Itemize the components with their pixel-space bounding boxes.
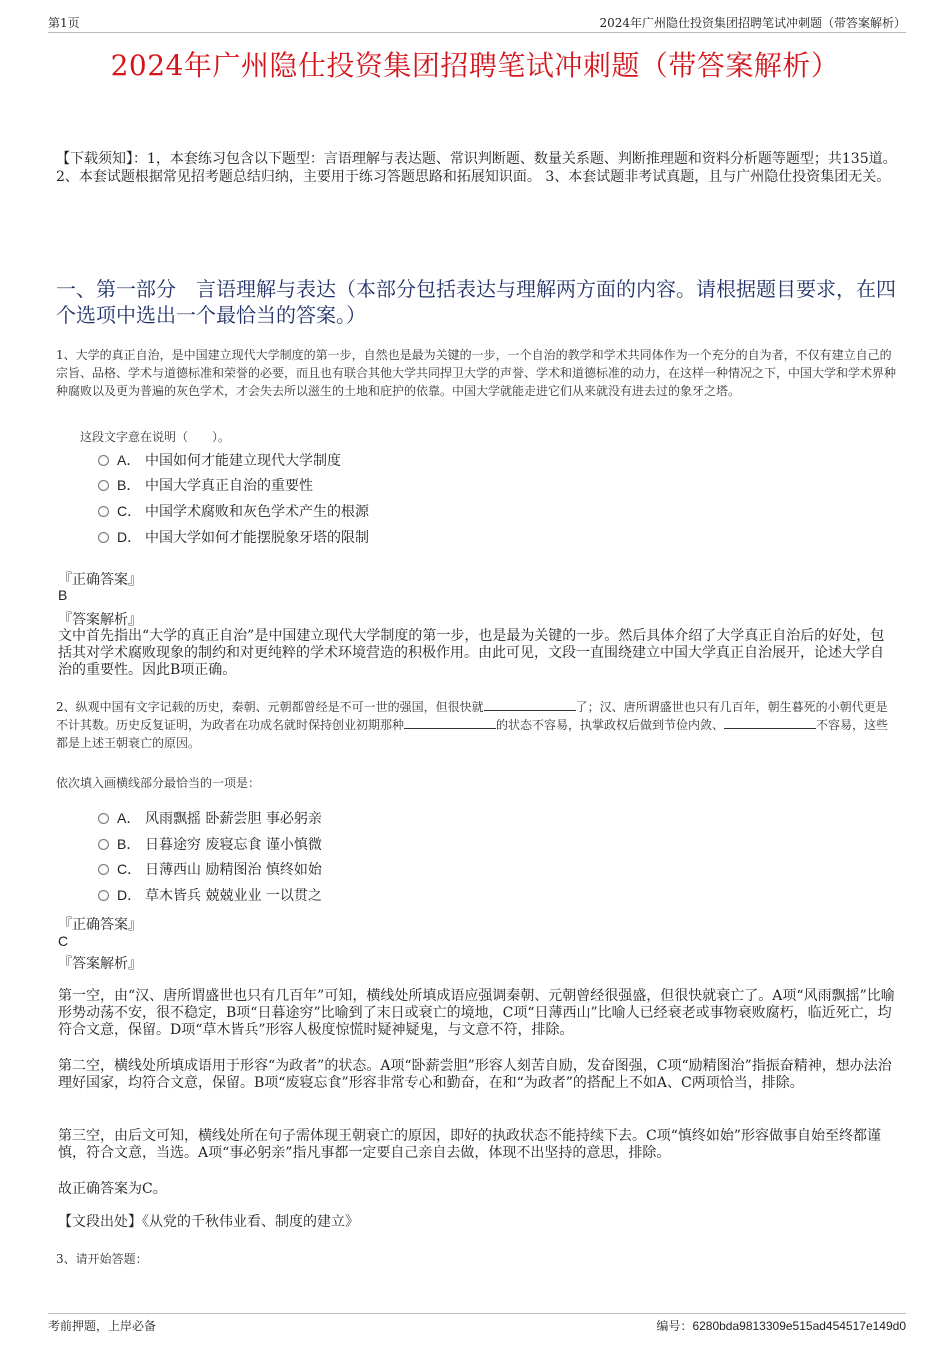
question-2-answer: C — [58, 933, 69, 949]
question-1-answer: B — [58, 587, 68, 603]
radio-icon[interactable] — [98, 813, 109, 824]
question-2-option-c[interactable]: C． 日薄西山 励精图治 慎终如始 — [98, 859, 322, 879]
question-1-answer-label: 『正确答案』 — [58, 572, 142, 588]
question-1-option-a[interactable]: A． 中国如何才能建立现代大学制度 — [98, 450, 341, 470]
question-2-option-d[interactable]: D． 草木皆兵 兢兢业业 一以贯之 — [98, 885, 322, 905]
radio-icon[interactable] — [98, 839, 109, 850]
question-1-option-d[interactable]: D． 中国大学如何才能摆脱象牙塔的限制 — [98, 527, 369, 547]
question-2-text: 2、纵观中国有文字记载的历史，秦朝、元朝都曾经是不可一世的强国，但很快就 了；汉、唐所谓盛世也只有几百年，朝生暮死的小朝代更是不计其数。历史反复证明，为政者在功成名就时保持创业初期那种 的状态不容易，执掌政权后做到节俭内敛、 不容易，这些都是上述王朝衰亡的原因。 — [56, 700, 889, 750]
question-2-source: 【文段出处】《从党的千秋伟业看、制度的建立》 — [58, 1214, 359, 1230]
question-2-analysis-1: 第一空，由“汉、唐所谓盛世也只有几百年”可知，横线处所填成语应强调秦朝、元朝曾经很强盛，但很快就衰亡了。A项“风雨飘摇”比喻形势动荡不安，很不稳定，B项“日暮途穷”比喻到了末日或衰亡的境地，C项“日薄西山”比喻人已经衰老或事物衰败腐朽，临近死亡，均符合文意，保留。D项“草木皆兵”形容人极度惊慌时疑神疑鬼，与文意不符，排除。 — [58, 988, 895, 1038]
footer-code: 编号：6280bda9813309e515ad454517e149d0 — [656, 1319, 906, 1333]
question-1-option-c[interactable]: C． 中国学术腐败和灰色学术产生的根源 — [98, 501, 369, 521]
document-title: 2024年广州隐仕投资集团招聘笔试冲刺题（带答案解析） — [110, 49, 840, 82]
radio-icon[interactable] — [98, 506, 109, 517]
download-notice: 【下载须知】：1，本套练习包含以下题型：言语理解与表达题、常识判断题、数量关系题、判断推理题和资料分析题等题型；共135道。 2、本套试题根据常见招考题总结归纳，主要用于练习答题思路和拓展知识面。 3、本套试题非考试真题，且与广州隐仕投资集团无关。 — [56, 151, 897, 185]
footer-slogan: 考前押题，上岸必备 — [48, 1319, 157, 1333]
question-1-stem: 这段文字意在说明（ ）。 — [80, 430, 231, 444]
question-2-analysis-label: 『答案解析』 — [58, 956, 142, 972]
page-header — [48, 14, 906, 33]
section-heading: 一、第一部分 言语理解与表达（本部分包括表达与理解两方面的内容。请根据题目要求，在四个选项中选出一个最恰当的答案。） — [56, 277, 896, 327]
page-footer — [48, 1313, 906, 1333]
fill-blank-2 — [404, 717, 496, 729]
fill-blank-1 — [484, 699, 576, 711]
question-2-answer-label: 『正确答案』 — [58, 917, 142, 933]
radio-icon[interactable] — [98, 532, 109, 543]
question-2-analysis-2: 第二空，横线处所填成语用于形容“为政者”的状态。A项“卧薪尝胆”形容人刻苦自励，发奋图强，C项“励精图治”指振奋精神，想办法治理好国家，均符合文意，保留。B项“废寝忘食”形容非常专心和勤奋，在和“为政者”的搭配上不如A、C两项恰当，排除。 — [58, 1058, 892, 1091]
header-doc-title: 2024年广州隐仕投资集团招聘笔试冲刺题（带答案解析） — [599, 16, 906, 30]
question-2-option-a[interactable]: A． 风雨飘摇 卧薪尝胆 事必躬亲 — [98, 808, 322, 828]
radio-icon[interactable] — [98, 480, 109, 491]
question-2-conclusion: 故正确答案为C。 — [58, 1181, 167, 1197]
radio-icon[interactable] — [98, 864, 109, 875]
radio-icon[interactable] — [98, 890, 109, 901]
question-2-stem: 依次填入画横线部分最恰当的一项是： — [56, 776, 261, 790]
radio-icon[interactable] — [98, 455, 109, 466]
question-1-analysis-label: 『答案解析』 — [58, 612, 142, 628]
question-2-option-b[interactable]: B． 日暮途穷 废寝忘食 谨小慎微 — [98, 834, 322, 854]
question-1-option-b[interactable]: B． 中国大学真正自治的重要性 — [98, 475, 313, 495]
question-2-analysis-3: 第三空，由后文可知，横线处所在句子需体现王朝衰亡的原因，即好的执政状态不能持续下去。C项“慎终如始”形容做事自始至终都谨慎，符合文意，当选。A项“事必躬亲”指凡事都一定要自己亲自去做，体现不出坚持的意思，排除。 — [58, 1128, 882, 1161]
fill-blank-3 — [724, 717, 816, 729]
question-1-analysis: 文中首先指出“大学的真正自治”是中国建立现代大学制度的第一步，也是最为关键的一步。然后具体介绍了大学真正自治后的好处，包括其对学术腐败现象的制约和对更纯粹的学术环境营造的积极作用。由此可见，文段一直围绕建立中国大学真正自治展开，论述大学自治的重要性。因此B项正确。 — [58, 628, 885, 678]
question-1-text: 1、大学的真正自治，是中国建立现代大学制度的第一步，自然也是最为关键的一步，一个自治的教学和学术共同体作为一个充分的自为者，不仅有建立自己的宗旨、品格、学术与道德标准和荣誉的必要，而且也有联合其他大学共同捍卫大学的声誉、学术和道德标准的动力，在这样一种情况之下，中国大学和学术界种种腐败以及更为普遍的灰色学术，才会失去所以滋生的土地和庇护的依靠。中国大学就能走进它们从来就没有进去过的象牙之塔。 — [56, 348, 897, 398]
page-number: 第1页 — [48, 16, 80, 30]
question-3-text: 3、请开始答题： — [56, 1252, 148, 1266]
